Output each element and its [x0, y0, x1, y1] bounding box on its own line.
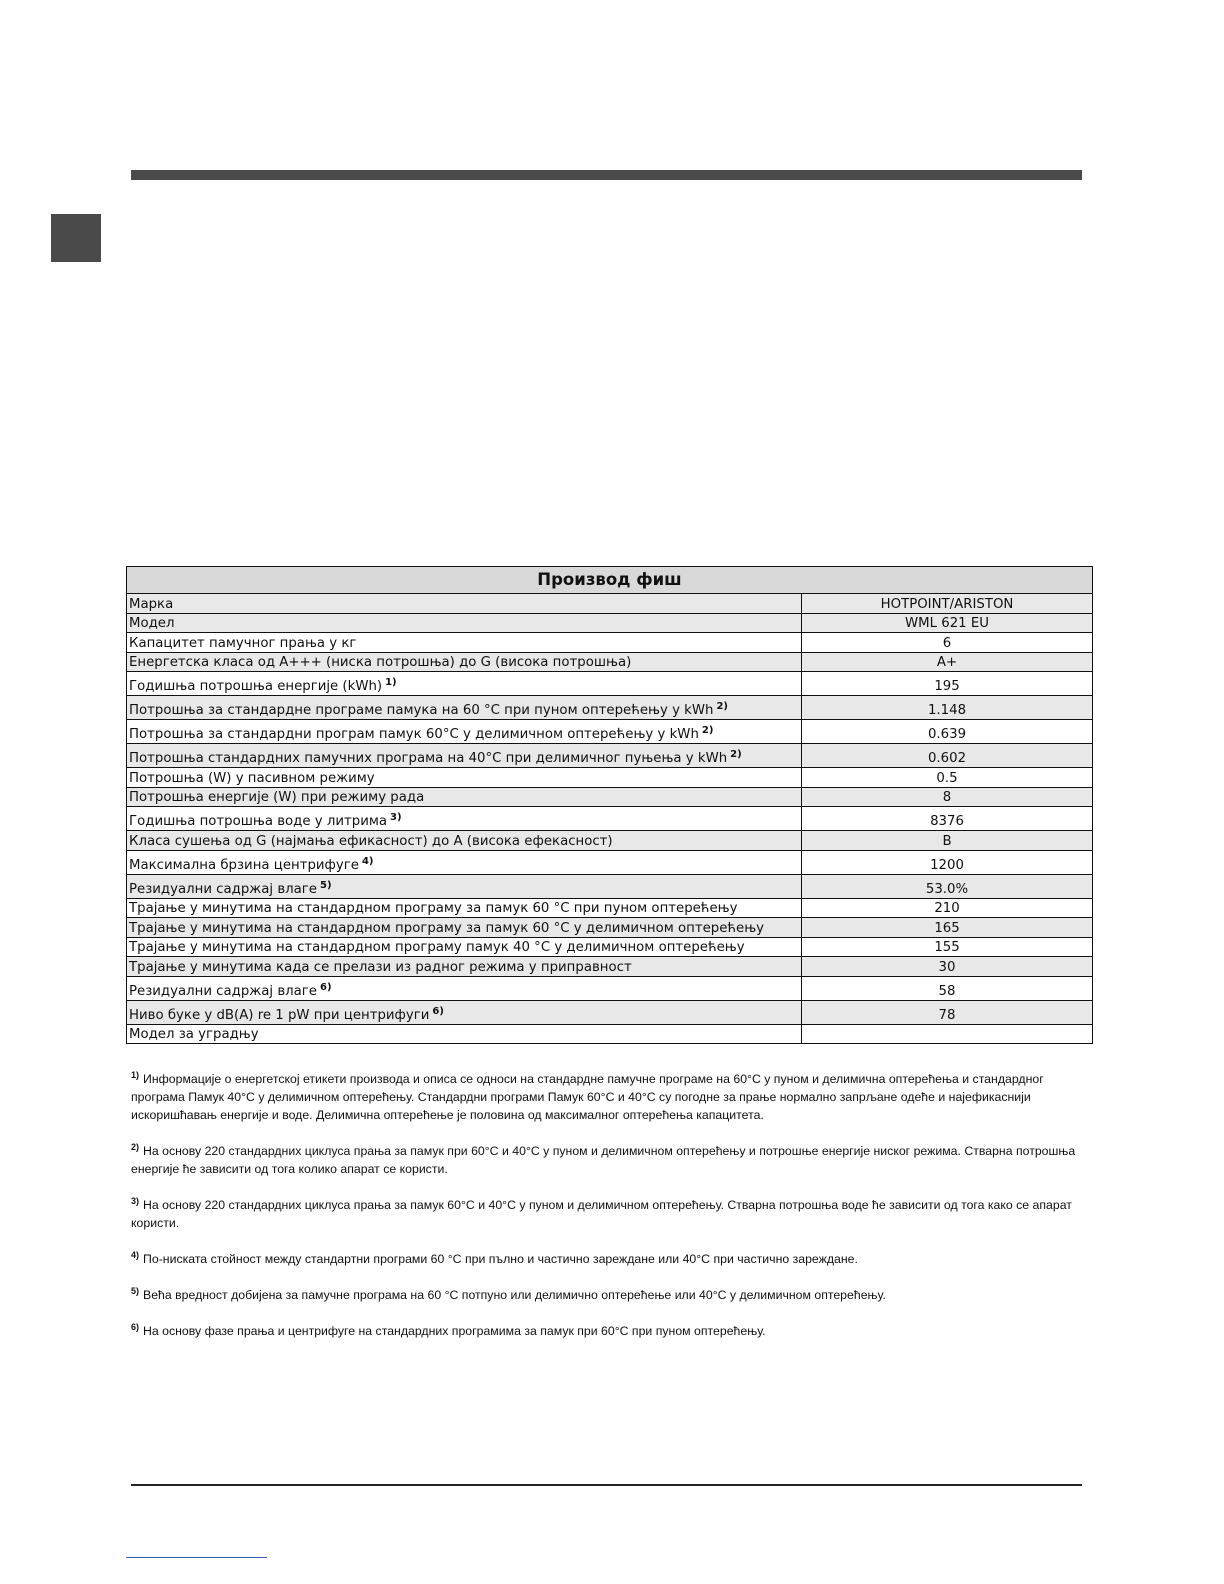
row-label: Годишња потрошња воде у литрима: [129, 814, 388, 830]
row-label-cell: [127, 672, 802, 696]
row-label: Потрошња за стандардне програме памука на 60 °C при пуном оптерећењу у kWh: [129, 703, 714, 719]
footnotes: [131, 1066, 1081, 1354]
language-tab-marker: [51, 214, 101, 262]
row-label: Модел за уградњу: [129, 1027, 259, 1043]
table-row: [127, 850, 1093, 874]
table-row: [127, 831, 1093, 851]
row-value: B: [802, 831, 1093, 851]
row-label: Трајање у минутима на стандардном програму за памук 60 °C при пуном оптерећењу: [129, 901, 738, 917]
row-label-cell: [127, 652, 802, 672]
row-value: 0.639: [802, 720, 1093, 744]
footnote-ref: 1): [385, 677, 397, 689]
footnote-marker: 1): [131, 1070, 140, 1080]
table-header-row: [127, 567, 1093, 594]
table-row: [127, 1000, 1093, 1024]
row-label: Максимална брзина центрифуге: [129, 857, 359, 873]
row-value: 210: [802, 898, 1093, 918]
row-label: Резидуални садржај влаге: [129, 983, 317, 999]
row-label-cell: [127, 831, 802, 851]
footnote-text: На основу 220 стандардних циклуса прања за памук при 60°C и 40°C у пуном и делимичном оптерећењу и потрошње енергије ниског режима. Стварна потрошња енергије ће зависити од тога колико апарат се користи.: [131, 1144, 1076, 1176]
row-value: 165: [802, 918, 1093, 938]
row-label: Марка: [129, 596, 174, 612]
table-title: Производ фиш: [127, 567, 1093, 594]
table-row: [127, 672, 1093, 696]
row-label: Енергетска класа од А+++ (ниска потрошња) до G (висока потрошња): [129, 655, 632, 671]
table-row: [127, 937, 1093, 957]
row-value: HOTPOINT/ARISTON: [802, 594, 1093, 614]
footnote-text: На основу 220 стандардних циклуса прања за памук 60°C и 40°C у пуном и делимичном оптерећењу. Стварна потрошња воде ће зависити од тога како се апарат користи.: [131, 1198, 1072, 1230]
row-value: 1200: [802, 850, 1093, 874]
row-label: Модел: [129, 616, 175, 632]
row-label: Потрошња за стандардни програм памук 60°C у делимичном оптерећењу у kWh: [129, 727, 699, 743]
row-value: 58: [802, 976, 1093, 1000]
row-label-cell: [127, 633, 802, 653]
row-label-cell: [127, 787, 802, 807]
row-label: Потрошња (W) у пасивном режиму: [129, 770, 375, 786]
product-fiche-table: [126, 566, 1093, 1044]
row-label-cell: [127, 1024, 802, 1044]
row-value: 155: [802, 937, 1093, 957]
row-label: Годишња потрошња енергије (kWh): [129, 679, 383, 695]
row-label: Трајање у минутима на стандардном програму памук 40 °C у делимичном оптерећењу: [129, 940, 745, 956]
table-row: [127, 652, 1093, 672]
row-value: 53.0%: [802, 874, 1093, 898]
row-value: 1.148: [802, 696, 1093, 720]
table-row: [127, 807, 1093, 831]
footnote-ref: 3): [390, 812, 402, 824]
row-value: 78: [802, 1000, 1093, 1024]
table-body: [127, 594, 1093, 1044]
row-label-cell: [127, 744, 802, 768]
table-row: [127, 918, 1093, 938]
footnote-text: По-ниската стойност между стандартни програми 60 °C при пълно и частично зареждане или 40°C при частично зареждане.: [143, 1252, 858, 1266]
table-row: [127, 787, 1093, 807]
table-row: [127, 957, 1093, 977]
row-label-cell: [127, 768, 802, 788]
footnote: [131, 1246, 1081, 1268]
footnote: [131, 1138, 1081, 1178]
row-label-cell: [127, 874, 802, 898]
table-row: [127, 594, 1093, 614]
table-row: [127, 696, 1093, 720]
table-row: [127, 744, 1093, 768]
row-label: Капацитет памучног прања у кг: [129, 635, 357, 651]
table-row: [127, 976, 1093, 1000]
row-label-cell: [127, 594, 802, 614]
row-label: Ниво буке у dB(A) re 1 pW при центрифуги: [129, 1007, 430, 1023]
footnote-ref: 6): [319, 981, 332, 993]
row-label-cell: [127, 898, 802, 918]
footnote-text: Већа вредност добијена за памучне програма на 60 °C потпуно или делимично оптерећење или 40°C у делимичном оптерећењу.: [143, 1288, 886, 1302]
footnote: [131, 1192, 1081, 1232]
row-label-cell: [127, 850, 802, 874]
footnote-text: Информације о енергетској етикети производа и описа се односи на стандардне памучне програме на 60°C у пуном и делимична оптерећења и стандардног програма Памук 40°C у делимичном оптерећењу. Стандардни програми Памук 60°C и 40°C су погодне за прање нормално запрљане одеће и најефикаснији искоришћавањ енергије и воде. Делимична оптерећење је половина од максималног оптерећења капацитета.: [131, 1072, 1044, 1122]
row-label-cell: [127, 613, 802, 633]
row-label-cell: [127, 807, 802, 831]
footnote: [131, 1066, 1081, 1124]
row-label: Потрошња стандардних памучних програма на 40°C при делимичног пуњења у kWh: [129, 751, 728, 767]
footnote-ref: 6): [432, 1005, 444, 1017]
footnote-marker: 4): [131, 1250, 140, 1260]
footnote: [131, 1318, 1081, 1340]
table-row: [127, 1024, 1093, 1044]
row-label-cell: [127, 696, 802, 720]
footnote-marker: 3): [131, 1196, 140, 1206]
footnote-ref: 5): [319, 879, 332, 891]
row-label-cell: [127, 937, 802, 957]
header-rule: [131, 170, 1082, 180]
row-label: Потрошња енергије (W) при режиму рада: [129, 790, 425, 806]
table-row: [127, 633, 1093, 653]
footnote-marker: 6): [131, 1322, 140, 1332]
row-label-cell: [127, 918, 802, 938]
row-label-cell: [127, 720, 802, 744]
footnote-ref: 2): [716, 701, 728, 713]
row-value: A+: [802, 652, 1093, 672]
row-label: Трајање у минутима када се прелази из радног режима у приправност: [129, 959, 632, 975]
footnote-ref: 4): [361, 855, 374, 867]
row-value: 6: [802, 633, 1093, 653]
footer-rule: [131, 1484, 1082, 1486]
row-value: 30: [802, 957, 1093, 977]
row-label-cell: [127, 1000, 802, 1024]
row-value: 195: [802, 672, 1093, 696]
row-value: 0.602: [802, 744, 1093, 768]
table-row: [127, 898, 1093, 918]
footnote-marker: 5): [131, 1286, 140, 1296]
table-row: [127, 720, 1093, 744]
row-label-cell: [127, 957, 802, 977]
footnote-marker: 2): [131, 1142, 140, 1152]
footnote-ref: 2): [701, 725, 714, 737]
row-label: Резидуални садржај влаге: [129, 881, 317, 897]
row-value: 8376: [802, 807, 1093, 831]
row-label: Класа сушења од G (најмања ефикасност) до А (висока ефекасност): [129, 833, 613, 849]
footer-link-underline: [126, 1557, 267, 1558]
footnote-ref: 2): [730, 749, 742, 761]
row-value: WML 621 EU: [802, 613, 1093, 633]
footnote-text: На основу фазе прања и центрифуге на стандардних програмима за памук при 60°C при пуном оптерећењу.: [143, 1324, 766, 1338]
footnote: [131, 1282, 1081, 1304]
table-row: [127, 613, 1093, 633]
table-row: [127, 768, 1093, 788]
row-label-cell: [127, 976, 802, 1000]
row-label: Трајање у минутима на стандардном програму за памук 60 °C у делимичном оптерећењу: [129, 920, 765, 936]
table-row: [127, 874, 1093, 898]
row-value: [802, 1024, 1093, 1044]
row-value: 8: [802, 787, 1093, 807]
row-value: 0.5: [802, 768, 1093, 788]
